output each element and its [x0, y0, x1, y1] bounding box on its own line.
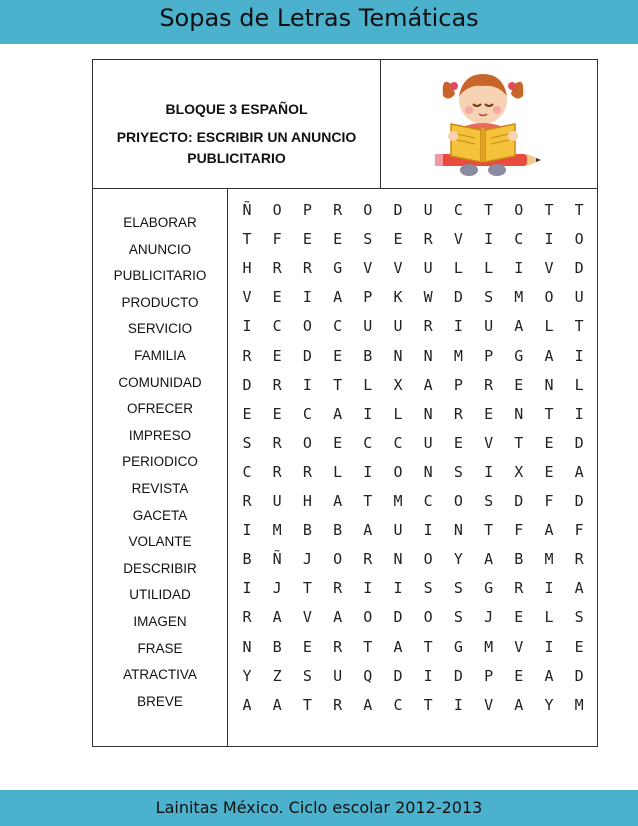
grid-letter: L [363, 375, 373, 394]
grid-letter: T [333, 375, 343, 394]
grid-letter: A [574, 462, 584, 481]
grid-letter: S [574, 608, 584, 627]
grid-letter: E [272, 404, 282, 423]
grid-letter: E [544, 462, 554, 481]
grid-letter: E [514, 375, 524, 394]
grid-letter: I [484, 230, 494, 249]
grid-letter: A [393, 637, 403, 656]
grid-letter: G [514, 346, 524, 365]
grid-letter: F [544, 492, 554, 510]
grid-letter: U [423, 259, 433, 278]
grid-letter: I [544, 637, 554, 656]
grid-letter: J [302, 550, 312, 569]
grid-letter: M [514, 288, 524, 307]
word-list-item: COMUNIDAD [118, 374, 202, 390]
grid-letter: R [333, 201, 343, 219]
grid-letter: Y [544, 695, 554, 714]
grid-letter: R [333, 579, 343, 598]
grid-letter: Z [272, 666, 282, 685]
grid-letter: O [393, 462, 403, 481]
grid-letter: C [393, 695, 403, 714]
grid-letter: N [453, 521, 463, 540]
grid-letter: H [302, 492, 312, 510]
grid-letter: T [574, 201, 584, 219]
grid-letter: S [423, 579, 433, 598]
grid-letter: I [242, 579, 252, 598]
grid-letter: A [423, 375, 433, 394]
grid-letter: L [544, 317, 554, 336]
grid-letter: D [393, 666, 403, 685]
grid-letter: E [514, 608, 524, 627]
grid-letter: T [302, 579, 312, 598]
grid-letter: R [333, 695, 343, 714]
grid-letter: O [363, 608, 373, 627]
grid-letter: B [333, 521, 343, 540]
grid-letter: F [514, 521, 524, 540]
grid-letter: P [363, 288, 373, 307]
grid-letter: P [453, 375, 463, 394]
grid-letter: V [514, 637, 524, 656]
grid-letter: V [544, 259, 554, 278]
word-list-item: FRASE [137, 640, 183, 656]
grid-letter: D [453, 666, 463, 685]
word-list-item: PUBLICITARIO [113, 268, 207, 284]
grid-letter: O [272, 201, 282, 219]
grid-letter: O [423, 608, 433, 627]
worksheet-table [92, 59, 598, 747]
grid-letter: D [453, 288, 463, 307]
grid-letter: W [423, 288, 433, 307]
grid-letter: O [544, 288, 554, 307]
grid-letter: T [514, 433, 524, 452]
grid-letter: I [423, 521, 433, 540]
grid-letter: N [393, 550, 403, 569]
grid-letter: C [242, 462, 252, 481]
grid-letter: D [574, 492, 584, 510]
grid-letter: I [393, 579, 403, 598]
grid-letter: B [363, 346, 373, 365]
grid-letter: T [544, 404, 554, 423]
grid-letter: R [272, 433, 282, 452]
word-list-item: ANUNCIO [128, 241, 192, 257]
grid-letter: I [363, 579, 373, 598]
worksheet-header-row [93, 60, 597, 189]
grid-letter: E [302, 637, 312, 656]
grid-letter: V [302, 608, 312, 627]
grid-letter: B [272, 637, 282, 656]
grid-letter: F [272, 230, 282, 249]
grid-letter: A [333, 608, 343, 627]
grid-letter: E [333, 230, 343, 249]
grid-letter: C [333, 317, 343, 336]
grid-letter: V [484, 433, 494, 452]
grid-letter: E [242, 404, 252, 423]
grid-letter: A [272, 695, 282, 714]
grid-letter: C [514, 230, 524, 249]
grid-letter: E [272, 346, 282, 365]
grid-letter: I [574, 404, 584, 423]
grid-letter: R [423, 317, 433, 336]
grid-letter: E [514, 666, 524, 685]
grid-letter: J [484, 608, 494, 627]
grid-letter: E [272, 288, 282, 307]
grid-letter: U [484, 317, 494, 336]
grid-letter: X [393, 375, 403, 394]
grid-letter: J [272, 579, 282, 598]
grid-letter: R [453, 404, 463, 423]
grid-letter: R [423, 230, 433, 249]
grid-letter: I [514, 259, 524, 278]
page-title: Sopas de Letras Temáticas [159, 4, 479, 32]
word-list-item: PERIODICO [122, 454, 198, 470]
grid-letter: N [393, 346, 403, 365]
grid-letter: M [574, 695, 584, 714]
grid-letter: E [333, 346, 343, 365]
grid-letter: U [393, 521, 403, 540]
grid-letter: O [453, 492, 463, 510]
grid-letter: O [363, 201, 373, 219]
grid-letter: A [363, 695, 373, 714]
grid-letter: H [242, 259, 252, 278]
grid-letter: Ñ [242, 201, 252, 219]
grid-letter: A [574, 579, 584, 598]
word-list-item: PRODUCTO [121, 294, 199, 310]
grid-letter: G [453, 637, 463, 656]
grid-letter: A [333, 288, 343, 307]
grid-letter: S [484, 492, 494, 510]
grid-letter: T [423, 695, 433, 714]
word-list-item: ELABORAR [123, 215, 197, 230]
grid-letter: R [484, 375, 494, 394]
grid-letter: I [363, 404, 373, 423]
grid-letter: E [544, 433, 554, 452]
grid-letter: R [272, 259, 282, 278]
grid-letter: I [574, 346, 584, 365]
word-list [93, 189, 228, 746]
grid-letter: Y [453, 550, 463, 569]
grid-letter: E [574, 637, 584, 656]
grid-letter: P [484, 666, 494, 685]
grid-letter: A [484, 550, 494, 569]
grid-letter: D [302, 346, 312, 365]
grid-letter: B [302, 521, 312, 540]
grid-letter: A [333, 404, 343, 423]
grid-letter: A [544, 521, 554, 540]
grid-letter: I [302, 288, 312, 307]
grid-letter: E [453, 433, 463, 452]
grid-letter: O [423, 550, 433, 569]
grid-letter: B [242, 550, 252, 569]
grid-letter: I [363, 462, 373, 481]
grid-letter: N [423, 346, 433, 365]
grid-letter: O [302, 317, 312, 336]
grid-letter: S [363, 230, 373, 249]
grid-letter: T [242, 230, 252, 249]
grid-letter: T [423, 637, 433, 656]
grid-letter: R [514, 579, 524, 598]
grid-letter: S [484, 288, 494, 307]
grid-letter: Q [363, 666, 373, 685]
grid-letter: E [484, 404, 494, 423]
word-list-item: IMAGEN [133, 614, 187, 629]
grid-letter: L [484, 259, 494, 278]
grid-letter: D [242, 375, 252, 394]
grid-letter: A [242, 695, 252, 714]
grid-letter: A [514, 695, 524, 714]
grid-letter: C [423, 492, 433, 510]
grid-letter: C [453, 201, 463, 219]
grid-letter: D [574, 666, 584, 685]
grid-letter: T [574, 317, 584, 336]
grid-letter: T [484, 521, 494, 540]
grid-letter: N [514, 404, 524, 423]
grid-letter: U [423, 201, 433, 219]
girl-reading-book-icon [423, 66, 543, 182]
grid-letter: K [393, 288, 403, 307]
grid-letter: C [272, 317, 282, 336]
word-list-item: UTILIDAD [129, 587, 191, 603]
grid-letter: D [514, 492, 524, 510]
grid-letter: U [272, 492, 282, 510]
grid-letter: P [302, 201, 312, 219]
grid-letter: U [363, 317, 373, 336]
grid-letter: S [453, 462, 463, 481]
grid-letter: I [484, 462, 494, 481]
grid-letter: L [574, 375, 584, 394]
grid-letter: I [423, 666, 433, 685]
grid-letter: L [333, 462, 343, 481]
word-list-item: GACETA [132, 507, 188, 523]
grid-letter: G [333, 259, 343, 278]
grid-letter: I [544, 579, 554, 598]
grid-letter: I [242, 521, 252, 540]
grid-letter: O [333, 550, 343, 569]
word-list-item: OFRECER [126, 401, 193, 417]
grid-letter: T [484, 201, 494, 219]
grid-letter: P [484, 346, 494, 365]
grid-letter: L [453, 259, 463, 278]
grid-letter: R [272, 375, 282, 394]
grid-letter: A [514, 317, 524, 336]
grid-letter: I [302, 375, 312, 394]
project-title: PRIYECTO: ESCRIBIR UN ANUNCIO PUBLICITARIO [116, 129, 357, 166]
grid-letter: R [574, 550, 584, 569]
grid-letter: D [393, 608, 403, 627]
word-list-item: DESCRIBIR [123, 560, 197, 576]
grid-letter: I [544, 230, 554, 249]
grid-letter: T [363, 637, 373, 656]
grid-letter: D [574, 259, 584, 278]
grid-letter: F [574, 521, 584, 540]
grid-letter: S [242, 433, 252, 452]
grid-letter: I [453, 317, 463, 336]
grid-letter: R [242, 346, 252, 365]
word-list-item: FAMILIA [134, 348, 186, 363]
grid-letter: D [574, 433, 584, 452]
grid-letter: E [393, 230, 403, 249]
grid-letter: O [574, 230, 584, 249]
grid-letter: U [574, 288, 584, 307]
grid-letter: G [484, 579, 494, 598]
grid-letter: M [484, 637, 494, 656]
letter-grid [228, 189, 597, 746]
grid-letter: E [333, 433, 343, 452]
grid-letter: C [363, 433, 373, 452]
word-list-item: IMPRESO [128, 427, 192, 443]
grid-letter: R [242, 608, 252, 627]
grid-letter: O [514, 201, 524, 219]
grid-letter: C [393, 433, 403, 452]
grid-letter: U [423, 433, 433, 452]
grid-letter: M [272, 521, 282, 540]
grid-letter: S [453, 608, 463, 627]
grid-letter: L [544, 608, 554, 627]
grid-letter: R [272, 462, 282, 481]
grid-letter: V [242, 288, 252, 307]
grid-letter: S [453, 579, 463, 598]
grid-letter: M [393, 492, 403, 510]
grid-letter: N [242, 637, 252, 656]
word-list-item: REVISTA [131, 481, 189, 496]
grid-letter: A [544, 346, 554, 365]
grid-letter: A [363, 521, 373, 540]
grid-letter: A [544, 666, 554, 685]
grid-letter: N [423, 462, 433, 481]
grid-letter: Y [242, 666, 252, 685]
footer-credit: Lainitas México. Ciclo escolar 2012-2013 [155, 798, 483, 817]
grid-letter: N [423, 404, 433, 423]
grid-letter: X [514, 462, 524, 481]
grid-letter: R [363, 550, 373, 569]
assignment-info [93, 60, 381, 188]
grid-letter: M [453, 346, 463, 365]
grid-letter: T [363, 492, 373, 510]
grid-letter: V [453, 230, 463, 249]
word-list-item: ATRACTIVA [123, 667, 197, 683]
grid-letter: N [544, 375, 554, 394]
grid-letter: R [333, 637, 343, 656]
grid-letter: A [333, 492, 343, 510]
grid-letter: R [242, 492, 252, 510]
grid-letter: O [302, 433, 312, 452]
grid-letter: Ñ [272, 550, 282, 569]
grid-letter: U [393, 317, 403, 336]
word-list-item: SERVICIO [127, 321, 193, 337]
grid-letter: V [393, 259, 403, 278]
grid-letter: T [544, 201, 554, 219]
word-list-item: BREVE [137, 693, 183, 709]
grid-letter: D [393, 201, 403, 219]
grid-letter: A [272, 608, 282, 627]
block-title: BLOQUE 3 ESPAÑOL [165, 101, 308, 117]
grid-letter: S [302, 666, 312, 685]
grid-letter: V [363, 259, 373, 278]
grid-letter: U [333, 666, 343, 685]
grid-letter: E [302, 230, 312, 249]
grid-letter: L [393, 404, 403, 423]
grid-letter: I [242, 317, 252, 336]
grid-letter: V [484, 695, 494, 714]
grid-letter: I [453, 695, 463, 714]
grid-letter: M [544, 550, 554, 569]
grid-letter: R [302, 462, 312, 481]
grid-letter: T [302, 695, 312, 714]
grid-letter: C [302, 404, 312, 423]
word-list-item: VOLANTE [128, 534, 192, 550]
grid-letter: R [302, 259, 312, 278]
grid-letter: B [514, 550, 524, 569]
